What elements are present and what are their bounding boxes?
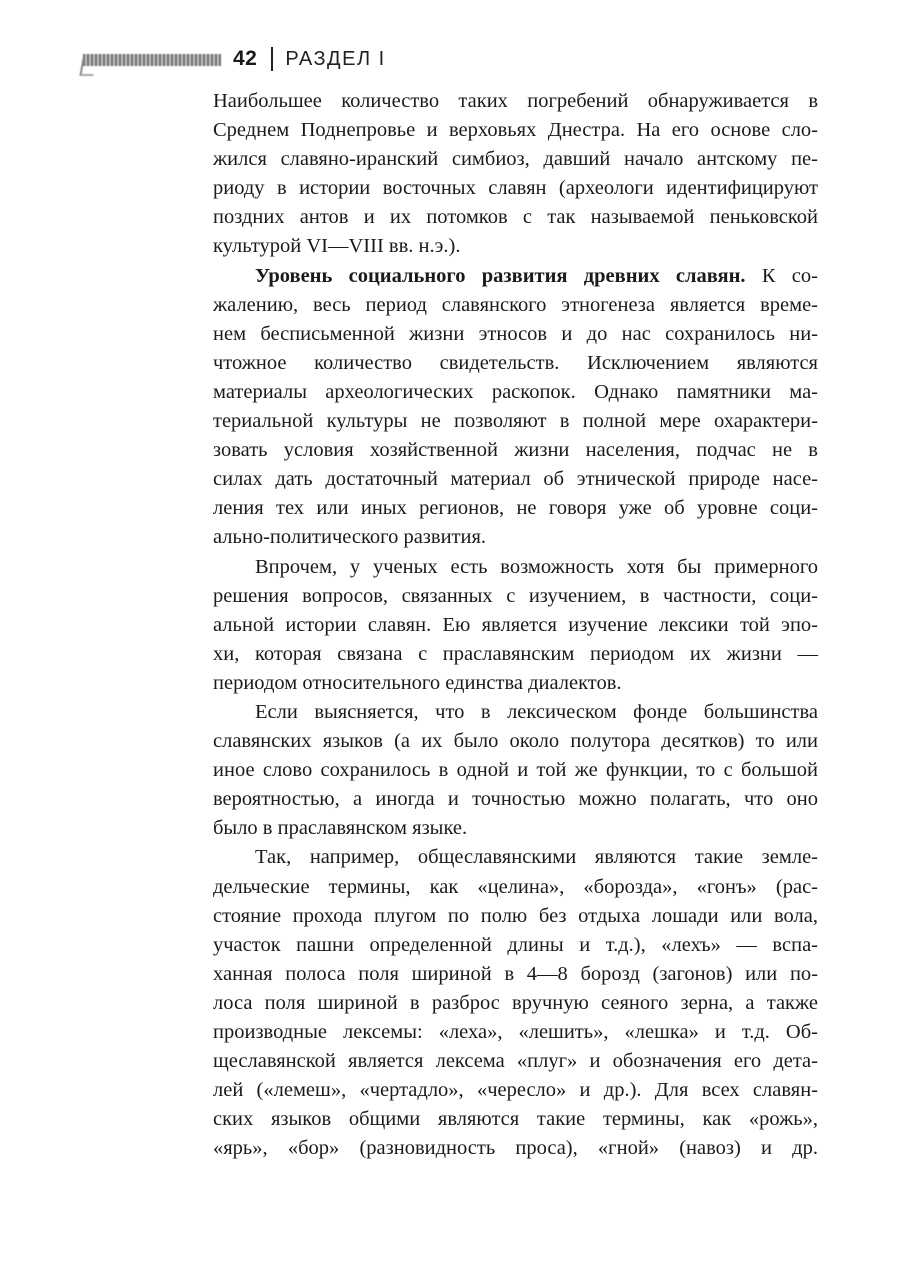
text-line: щеславянской является лексема «плуг» и обозначения его дета- <box>213 1050 818 1073</box>
body-text <box>213 87 818 1163</box>
text-line: Среднем Поднепровье и верховьях Днестра. На его основе сло- <box>213 119 818 142</box>
section-heading: Уровень социального развития древних славян. <box>255 264 746 287</box>
header-ornament-bar <box>83 54 221 66</box>
text-line: решения вопросов, связанных с изучением, в частности, соци- <box>213 584 818 607</box>
paragraph-3 <box>213 553 818 698</box>
text-line: риоду в истории восточных славян (археологи идентифицируют <box>213 177 818 200</box>
text-line: ально-политического развития. <box>213 526 487 549</box>
text-line: иное слово сохранилось в одной и той же функции, то с большой <box>213 759 818 782</box>
text-line: жился славяно-иранский симбиоз, давший начало антскому пе- <box>213 148 818 171</box>
text-line: культурой VI—VIII вв. н.э.). <box>213 235 461 258</box>
text-line: хи, которая связана с праславянским периодом их жизни — <box>213 642 818 665</box>
text-line: Впрочем, у ученых есть возможность хотя бы примерного <box>255 555 818 578</box>
text-line: альной истории славян. Ею является изучение лексики той эпо- <box>213 613 818 636</box>
header-divider <box>271 47 273 71</box>
running-header <box>83 44 386 74</box>
text-line: Если выясняется, что в лексическом фонде большинства <box>255 700 818 723</box>
text-line: славянских языков (а их было около полутора десятков) то или <box>213 730 818 753</box>
text-line: лей («лемеш», «чертадло», «чересло» и др.). Для всех славян- <box>213 1079 818 1102</box>
text-line: дельческие термины, как «целина», «борозда», «гонъ» (рас- <box>213 875 818 898</box>
text-line: силах дать достаточный материал об этнической природе насе- <box>213 468 818 491</box>
section-title: РАЗДЕЛ I <box>285 47 386 70</box>
page-number: 42 <box>233 47 258 70</box>
text-line: Наибольшее количество таких погребений обнаруживается в <box>213 90 818 112</box>
text-line: стояние прохода плугом по полю без отдыха лошади или вола, <box>213 904 818 927</box>
text-fragment: К со- <box>745 264 818 287</box>
text-line <box>213 262 818 291</box>
text-line: производные лексемы: «леха», «лешить», «лешка» и т.д. Об- <box>213 1021 818 1043</box>
text-line: материалы археологических раскопок. Однако памятники ма- <box>213 380 818 403</box>
text-line: вероятностью, а иногда и точностью можно полагать, что оно <box>213 788 818 811</box>
text-line: «ярь», «бор» (разновидность проса), «гной» (навоз) и др. <box>213 1137 818 1160</box>
text-line: чтожное количество свидетельств. Исключением являются <box>213 351 818 374</box>
paragraph-4 <box>213 698 818 843</box>
text-line: зовать условия хозяйственной жизни населения, подчас не в <box>213 439 818 462</box>
text-line: было в праславянском языке. <box>213 817 468 840</box>
text-line: нем бесписьменной жизни этносов и до нас сохранилось ни- <box>213 322 818 345</box>
paragraph-1 <box>213 87 818 262</box>
text-line: ления тех или иных регионов, не говоря уже об уровне соци- <box>213 497 818 520</box>
text-line: ханная полоса поля шириной в 4—8 борозд (загонов) или по- <box>213 962 818 985</box>
text-line: ских языков общими являются такие термины, как «рожь», <box>213 1108 818 1131</box>
text-line: участок пашни определенной длины и т.д.), «лехъ» — вспа- <box>213 933 818 956</box>
paragraph-2 <box>213 262 818 553</box>
text-line: периодом относительного единства диалектов. <box>213 671 622 694</box>
text-line: лоса поля шириной в разброс вручную сеяного зерна, а также <box>213 991 818 1014</box>
text-line: жалению, весь период славянского этногенеза является време- <box>213 293 818 316</box>
text-line: териальной культуры не позволяют в полной мере охарактери- <box>213 410 818 433</box>
text-line: поздних антов и их потомков с так называемой пеньковской <box>213 206 818 229</box>
text-line: Так, например, общеславянскими являются такие земле- <box>255 846 818 869</box>
paragraph-5 <box>213 843 818 1163</box>
